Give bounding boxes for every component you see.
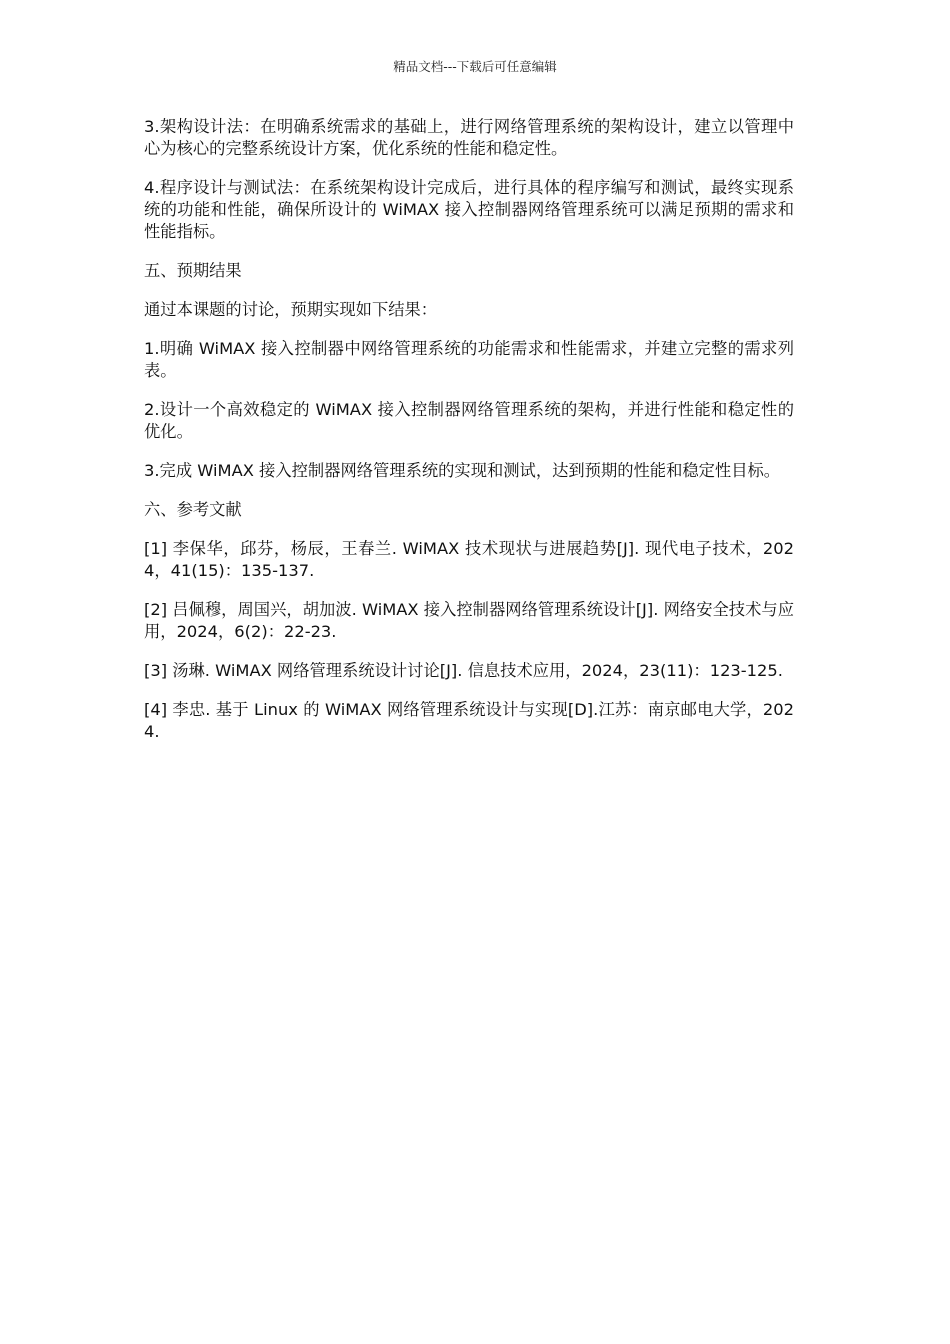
reference-item: [2] 吕佩穆，周国兴，胡加波. WiMAX 接入控制器网络管理系统设计[J]. 网络安全技术与应用，2024，6(2)：22-23. (144, 600, 794, 641)
section-heading-expected-results: 五、预期结果 (144, 261, 242, 280)
expected-result-item: 1.明确 WiMAX 接入控制器中网络管理系统的功能需求和性能需求，并建立完整的需求列表。 (144, 339, 794, 380)
method-item-programming-testing: 4.程序设计与测试法：在系统架构设计完成后，进行具体的程序编写和测试，最终实现系统的功能和性能，确保所设计的 WiMAX 接入控制器网络管理系统可以满足预期的需求和性能指标。 (144, 178, 794, 241)
document-body (144, 116, 794, 760)
page-header: 精品文档---下载后可任意编辑 (393, 59, 557, 74)
reference-item: [4] 李忠. 基于 Linux 的 WiMAX 网络管理系统设计与实现[D].江苏：南京邮电大学，2024. (144, 700, 794, 741)
reference-item: [3] 汤琳. WiMAX 网络管理系统设计讨论[J]. 信息技术应用，2024，23(11)：123-125. (144, 661, 783, 680)
section-heading-references: 六、参考文献 (144, 500, 242, 519)
reference-item: [1] 李保华，邱芬，杨辰，王春兰. WiMAX 技术现状与进展趋势[J]. 现代电子技术，2024，41(15)：135-137. (144, 539, 794, 580)
expected-result-item: 2.设计一个高效稳定的 WiMAX 接入控制器网络管理系统的架构，并进行性能和稳定性的优化。 (144, 400, 794, 441)
method-item-architecture: 3.架构设计法：在明确系统需求的基础上，进行网络管理系统的架构设计，建立以管理中心为核心的完整系统设计方案，优化系统的性能和稳定性。 (144, 117, 794, 158)
expected-result-item: 3.完成 WiMAX 接入控制器网络管理系统的实现和测试，达到预期的性能和稳定性目标。 (144, 461, 781, 480)
expected-results-intro: 通过本课题的讨论，预期实现如下结果： (144, 300, 438, 319)
